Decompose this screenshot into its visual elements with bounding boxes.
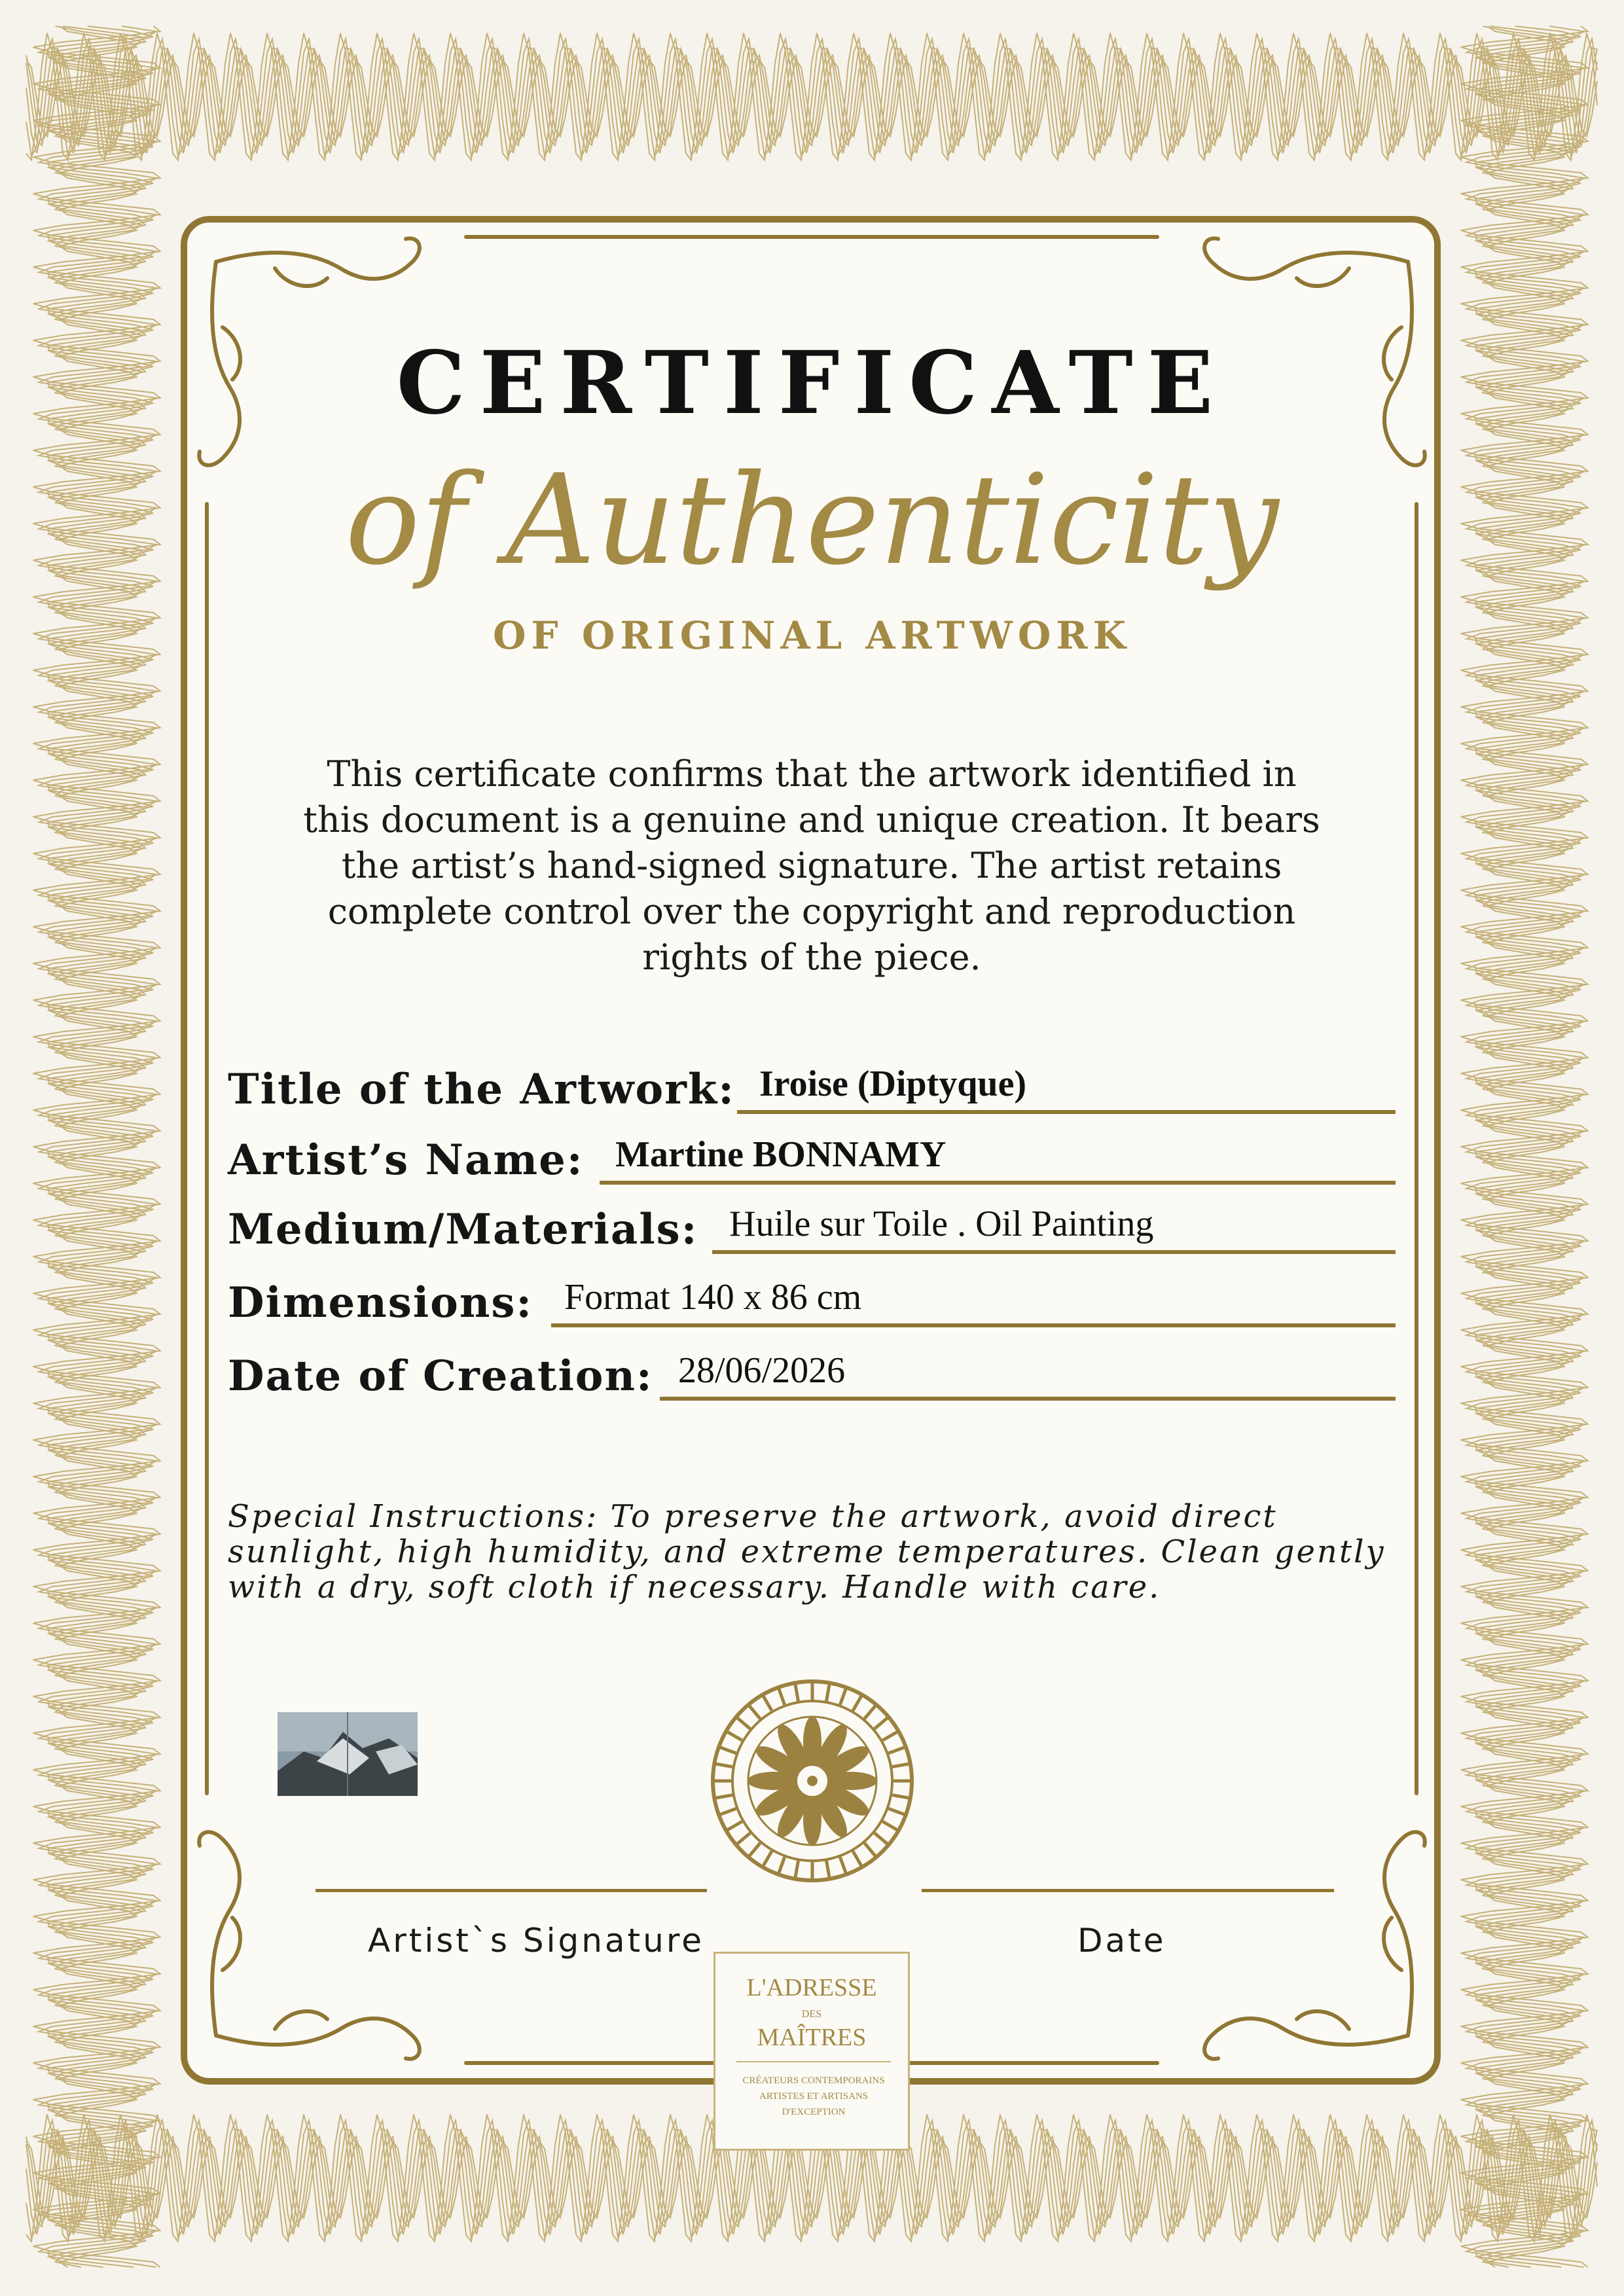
logo-rule [736, 2061, 891, 2062]
intro-line: this document is a genuine and unique creation. It bears [303, 799, 1320, 840]
intro-line: the artist’s hand-signed signature. The artist retains [341, 845, 1282, 886]
field-artist-label: Artist’s Name: [228, 1136, 584, 1185]
intro-line: This certificate confirms that the artwork identified in [327, 753, 1297, 795]
certificate-subtitle: OF ORIGINAL ARTWORK [492, 613, 1132, 658]
field-medium-label: Medium/Materials: [228, 1205, 698, 1254]
field-date-line [660, 1397, 1396, 1401]
intro-paragraph [236, 751, 1388, 980]
field-date-value: 28/06/2026 [678, 1350, 846, 1391]
logo-line-3: MAÎTRES [757, 2024, 867, 2051]
instructions-line: sunlight, high humidity, and extreme temperatures. Clean gently [228, 1534, 1386, 1570]
field-dimensions [228, 1271, 1396, 1330]
logo-line-2: DES [801, 2009, 822, 2020]
field-artist [228, 1128, 1396, 1187]
date-label: Date [1077, 1922, 1166, 1960]
field-dimensions-line [551, 1323, 1396, 1327]
field-title [228, 1058, 1396, 1117]
intro-line: rights of the piece. [642, 937, 981, 978]
instructions-line: with a dry, soft cloth if necessary. Handle with care. [228, 1569, 1161, 1605]
artwork-thumbnail [278, 1712, 418, 1796]
field-date [228, 1344, 1396, 1403]
instructions-line: Special Instructions: To preserve the artwork, avoid direct [228, 1498, 1278, 1535]
logo-tagline-line: ARTISTES ET ARTISANS [759, 2091, 869, 2102]
field-title-value: Iroise (Diptyque) [759, 1064, 1027, 1104]
logo-tagline-line: CRÉATEURS CONTEMPORAINS [742, 2075, 885, 2086]
field-dimensions-label: Dimensions: [228, 1278, 533, 1327]
field-medium [228, 1198, 1396, 1257]
intro-line: complete control over the copyright and reproduction [327, 891, 1296, 932]
logo-tagline [722, 2073, 905, 2120]
artist-signature-label: Artist`s Signature [368, 1922, 705, 1960]
special-instructions [228, 1499, 1399, 1605]
date-signature-line [922, 1889, 1334, 1892]
field-artist-value: Martine BONNAMY [615, 1134, 947, 1175]
field-medium-line [712, 1250, 1396, 1254]
logo-tagline-line: D'EXCEPTION [782, 2107, 846, 2117]
field-medium-value: Huile sur Toile . Oil Painting [729, 1204, 1154, 1244]
certificate-script-title: of Authenticity [345, 448, 1279, 592]
certificate-title: CERTIFICATE [396, 332, 1228, 434]
field-artist-line [600, 1181, 1396, 1185]
logo-line-1: L'ADRESSE [746, 1974, 877, 2001]
field-title-line [737, 1110, 1396, 1114]
ladresse-des-maitres-logo [713, 1952, 910, 2151]
artist-signature-line [316, 1889, 707, 1892]
gold-seal-icon [708, 1677, 916, 1885]
field-title-label: Title of the Artwork: [228, 1065, 735, 1114]
field-dimensions-value: Format 140 x 86 cm [564, 1277, 862, 1318]
field-date-label: Date of Creation: [228, 1352, 653, 1401]
